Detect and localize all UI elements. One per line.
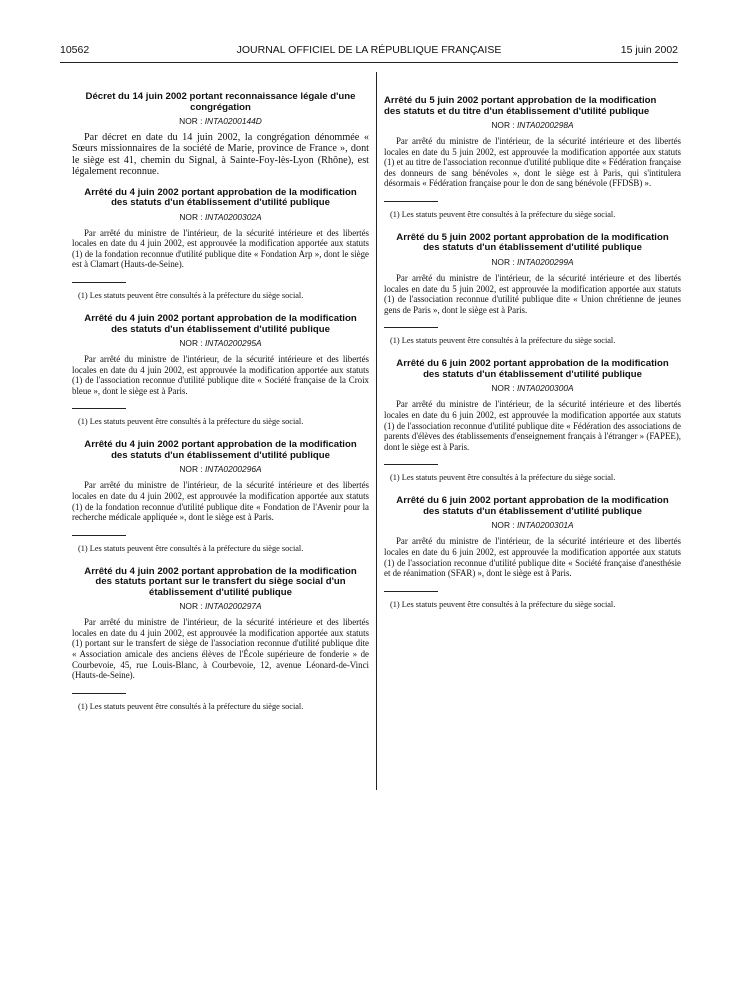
- article-croix-bleue: [72, 314, 369, 426]
- article-ucjg-paris: [384, 233, 681, 345]
- nor-code: INTA0200302A: [204, 211, 262, 222]
- nor-reference: [384, 383, 681, 393]
- nor-label: NOR :: [179, 464, 203, 475]
- article-title: Arrêté du 4 juin 2002 portant approbation de la modification des statuts d'un établissement d'utilité publique: [84, 313, 357, 335]
- nor-code: INTA0200296A: [204, 464, 262, 475]
- nor-code: INTA0200295A: [204, 338, 262, 348]
- article-title: Arrêté du 4 juin 2002 portant approbation de la modification des statuts portant sur le transfert du siège social d'un établissement d'utilité publique: [84, 565, 357, 598]
- nor-code: INTA0200298A: [516, 120, 574, 130]
- article-title: Arrêté du 6 juin 2002 portant approbation de la modification des statuts d'un établissement d'utilité publique: [396, 495, 669, 517]
- nor-reference: [72, 116, 369, 126]
- article-body: Par arrêté du ministre de l'intérieur, de la sécurité intérieure et des libertés locales en date du 4 juin 2002, est approuvée la modification apportée aux statuts (1) de l'association reconnue d'utilité publique dite « Société française de la Croix bleue », dont le siège est à Paris.: [72, 354, 369, 396]
- footnote-separator: [384, 327, 438, 328]
- article-ffdsb: [384, 96, 681, 219]
- article-body: Par arrêté du ministre de l'intérieur, de la sécurité intérieure et des libertés locales en date du 6 juin 2002, est approuvée la modification apportée aux statuts (1) de l'association reconnue d'utilité publique dite « Société française d'anesthésie et de réanimation (SFAR) », dont le siège est à Paris.: [384, 536, 681, 579]
- footnote-separator: [72, 693, 126, 694]
- nor-reference: [384, 520, 681, 530]
- nor-code: INTA0200297A: [204, 601, 262, 612]
- footnote: (1) Les statuts peuvent être consultés à la préfecture du siège social.: [390, 473, 616, 483]
- article-body: Par arrêté du ministre de l'intérieur, de la sécurité intérieure et des libertés locales en date du 4 juin 2002, est approuvée la modification apportée aux statuts (1) de la fondation reconnue d'utilité publique dite « Fondation Arp », dont le siège est à Clamart (Hauts-de-Seine).: [72, 227, 369, 270]
- footnote-separator: [384, 201, 438, 202]
- left-column: [72, 92, 369, 711]
- footnote: (1) Les statuts peuvent être consultés à la préfecture du siège social.: [78, 543, 304, 553]
- article-fapee: [384, 359, 681, 482]
- nor-label: NOR :: [491, 120, 515, 130]
- nor-reference: [72, 464, 369, 474]
- nor-code: INTA0200300A: [516, 383, 574, 394]
- header-rule: [60, 62, 678, 63]
- nor-label: NOR :: [491, 383, 515, 394]
- nor-label: NOR :: [491, 520, 515, 531]
- footnote: (1) Les statuts peuvent être consultés à la préfecture du siège social.: [390, 209, 616, 219]
- issue-date: 15 juin 2002: [620, 44, 678, 56]
- article-title: Arrêté du 5 juin 2002 portant approbation de la modification des statuts d'un établissement d'utilité publique: [396, 231, 669, 254]
- nor-label: NOR :: [179, 338, 203, 348]
- footnote: (1) Les statuts peuvent être consultés à la préfecture du siège social.: [390, 599, 616, 609]
- article-fondation-avenir: [72, 440, 369, 552]
- nor-reference: [72, 601, 369, 611]
- footnote-separator: [72, 535, 126, 536]
- article-body: Par arrêté du ministre de l'intérieur, de la sécurité intérieure et des libertés locales en date du 4 juin 2002, est approuvée la modification apportée aux statuts (1) de la fondation reconnue d'utilité publique dite « Fondation de l'Avenir pour la recherche médicale appliquée », dont le siège est à Paris.: [72, 480, 369, 523]
- column-divider: [376, 72, 377, 790]
- article-title: Arrêté du 4 juin 2002 portant approbation de la modification des statuts d'un établissement d'utilité publique: [84, 186, 357, 209]
- nor-reference: [72, 338, 369, 348]
- article-fondation-arp: [72, 188, 369, 300]
- page-header: [60, 38, 678, 60]
- article-sfar: [384, 496, 681, 608]
- article-title: Arrêté du 5 juin 2002 portant approbation de la modification des statuts et du titre d'un établissement d'utilité publique: [384, 95, 657, 117]
- nor-code: INTA0200144D: [204, 116, 262, 126]
- page-number: 10562: [60, 44, 90, 56]
- footnote: (1) Les statuts peuvent être consultés à la préfecture du siège social.: [78, 291, 304, 300]
- article-body: Par arrêté du ministre de l'intérieur, de la sécurité intérieure et des libertés locales en date du 5 juin 2002, est approuvée la modification apportée aux statuts (1) et au titre de l'association reconnue d'utilité publique dite « Fédération française des donneurs de sang bénévoles », dont le siège est à Paris, qui s'intitulera désormais « Fédération française pour le don de sang bénévole (FFDSB) ».: [384, 136, 681, 189]
- footnote-separator: [384, 464, 438, 465]
- nor-code: INTA0200299A: [516, 256, 574, 267]
- footnote: (1) Les statuts peuvent être consultés à la préfecture du siège social.: [78, 701, 304, 711]
- footnote: (1) Les statuts peuvent être consultés à la préfecture du siège social.: [390, 336, 616, 346]
- footnote-separator: [72, 282, 126, 283]
- article-body: Par arrêté du ministre de l'intérieur, de la sécurité intérieure et des libertés locales en date du 6 juin 2002, est approuvée la modification apportée aux statuts (1) de l'association reconnue d'utilité publique dite « Fédération des associations de parents d'élèves des établissements d'enseignement français à l'étranger » (FAPEE), dont le siège est à Paris.: [384, 399, 681, 452]
- article-decret-congregation: [72, 92, 369, 178]
- journal-title: JOURNAL OFFICIEL DE LA RÉPUBLIQUE FRANÇAISE: [236, 44, 502, 56]
- footnote-separator: [72, 408, 126, 409]
- footnote: (1) Les statuts peuvent être consultés à la préfecture du siège social.: [78, 417, 304, 427]
- nor-reference: [384, 257, 681, 267]
- article-title: Décret du 14 juin 2002 portant reconnaissance légale d'une congrégation: [85, 91, 356, 113]
- footnote-separator: [384, 591, 438, 592]
- nor-reference: [72, 212, 369, 222]
- nor-label: NOR :: [491, 256, 515, 267]
- nor-label: NOR :: [179, 211, 203, 222]
- article-body: Par arrêté du ministre de l'intérieur, de la sécurité intérieure et des libertés locales en date du 5 juin 2002, est approuvée la modification apportée aux statuts (1) de l'association reconnue d'utilité publique dite « Union chrétienne de jeunes gens de Paris », dont le siège est à Paris.: [384, 272, 681, 315]
- nor-reference: [384, 120, 681, 130]
- nor-label: NOR :: [179, 116, 203, 126]
- nor-label: NOR :: [179, 601, 203, 612]
- article-ecole-fonderie: [72, 567, 369, 711]
- right-column: [384, 96, 681, 609]
- article-body: Par arrêté du ministre de l'intérieur, de la sécurité intérieure et des libertés locales en date du 4 juin 2002, est approuvée la modification apportée aux statuts (1) portant sur le transfert de siège de l'association reconnue d'utilité publique dite « Association amicale des anciens élèves de l'École supérieure de fonderie » de Courbevoie, 45, rue Louis-Blanc, à Courbevoie, 12, avenue Léonard-de-Vinci (Hauts-de-Seine).: [72, 617, 369, 681]
- article-body: Par décret en date du 14 juin 2002, la congrégation dénommée « Sœurs missionnaires de la société de Marie, province de France », dont le siège est 41, chemin du Signal, à Sainte-Foy-lès-Lyon (Rhône), est légalement reconnue.: [72, 132, 369, 178]
- article-title: Arrêté du 6 juin 2002 portant approbation de la modification des statuts d'un établissement d'utilité publique: [396, 358, 669, 380]
- nor-code: INTA0200301A: [516, 520, 574, 531]
- article-title: Arrêté du 4 juin 2002 portant approbation de la modification des statuts d'un établissement d'utilité publique: [84, 439, 357, 461]
